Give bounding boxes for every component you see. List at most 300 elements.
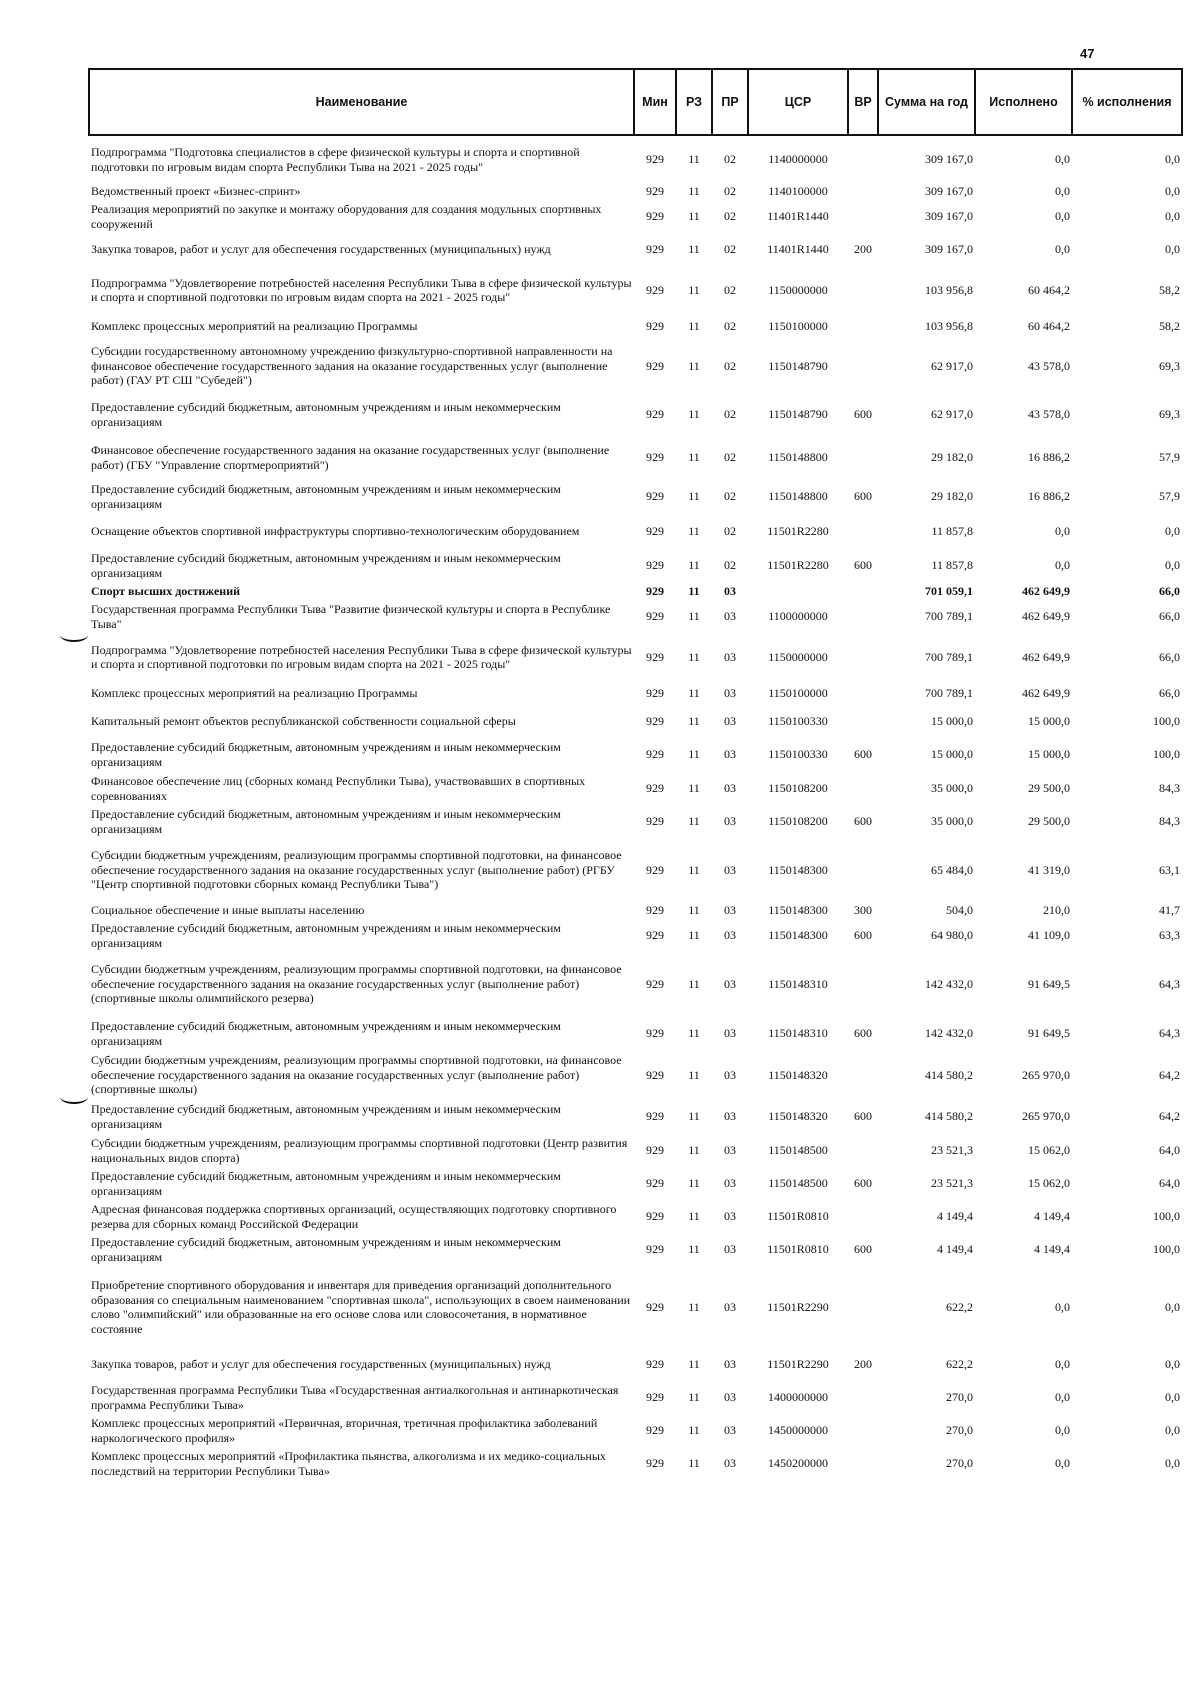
row-rz: 11 bbox=[688, 282, 700, 297]
row-sum: 142 432,0 bbox=[925, 1026, 973, 1041]
row-pr: 03 bbox=[724, 649, 736, 664]
row-rz: 11 bbox=[688, 781, 700, 796]
row-sum: 15 000,0 bbox=[931, 747, 973, 762]
row-done: 15 000,0 bbox=[1028, 747, 1070, 762]
row-name: Предоставление субсидий бюджетным, автономным учреждениям и иным некоммерческим организациям bbox=[91, 1235, 561, 1264]
row-pct: 0,0 bbox=[1165, 242, 1180, 257]
row-rz: 11 bbox=[688, 489, 700, 504]
row-pr: 02 bbox=[724, 358, 736, 373]
row-sum: 142 432,0 bbox=[925, 976, 973, 991]
row-min: 929 bbox=[646, 649, 664, 664]
row-pct: 64,0 bbox=[1159, 1176, 1180, 1191]
row-done: 16 886,2 bbox=[1028, 450, 1070, 465]
row-csr: 11501R2280 bbox=[767, 523, 829, 538]
row-done: 41 319,0 bbox=[1028, 862, 1070, 877]
table-row bbox=[89, 200, 1182, 233]
row-pct: 0,0 bbox=[1165, 152, 1180, 167]
row-pr: 03 bbox=[724, 714, 736, 729]
row-rz: 11 bbox=[688, 1299, 700, 1314]
row-csr: 1150148300 bbox=[768, 903, 828, 918]
row-pr: 03 bbox=[724, 1299, 736, 1314]
table-row bbox=[89, 393, 1182, 436]
row-name: Подпрограмма "Подготовка специалистов в сфере физической культуры и спорта и спортивной подготовки по игровым видам спорта Республики Тыва на 2021 - 2025 годы" bbox=[91, 145, 580, 174]
row-min: 929 bbox=[646, 781, 664, 796]
row-pr: 02 bbox=[724, 152, 736, 167]
row-vr bbox=[848, 314, 878, 339]
col-header-name: Наименование bbox=[89, 69, 634, 135]
row-sum: 23 521,3 bbox=[931, 1143, 973, 1158]
row-pct: 41,7 bbox=[1159, 903, 1180, 918]
row-vr bbox=[848, 681, 878, 706]
row-pr: 03 bbox=[724, 1456, 736, 1471]
row-sum: 309 167,0 bbox=[925, 152, 973, 167]
row-csr: 1150000000 bbox=[768, 282, 828, 297]
row-csr: 11501R0810 bbox=[767, 1242, 829, 1257]
row-name: Реализация мероприятий по закупке и монтажу оборудования для создания модульных спортивных сооружений bbox=[91, 202, 602, 231]
col-header-pct: % исполнения bbox=[1072, 69, 1182, 135]
row-name: Субсидии бюджетным учреждениям, реализующим программы спортивной подготовки (Центр развития национальных видов спорта) bbox=[91, 1136, 628, 1165]
row-pct: 63,1 bbox=[1159, 862, 1180, 877]
row-csr: 1150108200 bbox=[768, 814, 828, 829]
table-row bbox=[89, 583, 1182, 600]
row-pr: 03 bbox=[724, 1176, 736, 1191]
row-done: 0,0 bbox=[1055, 1357, 1070, 1372]
row-min: 929 bbox=[646, 209, 664, 224]
row-pr: 03 bbox=[724, 814, 736, 829]
row-name: Закупка товаров, работ и услуг для обеспечения государственных (муниципальных) нужд bbox=[91, 1357, 551, 1372]
table-row bbox=[89, 314, 1182, 339]
row-min: 929 bbox=[646, 358, 664, 373]
row-min: 929 bbox=[646, 407, 664, 422]
row-csr: 1150108200 bbox=[768, 781, 828, 796]
row-pct: 0,0 bbox=[1165, 184, 1180, 199]
row-vr bbox=[848, 772, 878, 805]
row-csr: 1150100000 bbox=[768, 319, 828, 334]
row-done: 0,0 bbox=[1055, 1299, 1070, 1314]
row-name: Комплекс процессных мероприятий на реализацию Программы bbox=[91, 686, 418, 701]
row-min: 929 bbox=[646, 489, 664, 504]
table-row bbox=[89, 772, 1182, 805]
row-rz: 11 bbox=[688, 1209, 700, 1224]
row-sum: 504,0 bbox=[946, 903, 973, 918]
row-sum: 4 149,4 bbox=[937, 1242, 973, 1257]
row-sum: 11 857,8 bbox=[931, 558, 973, 573]
row-pr: 03 bbox=[724, 1242, 736, 1257]
table-row bbox=[89, 514, 1182, 548]
row-rz: 11 bbox=[688, 649, 700, 664]
row-name: Государственная программа Республики Тыва "Развитие физической культуры и спорта в Республике Тыва" bbox=[91, 602, 611, 631]
col-header-min: Мин bbox=[634, 69, 676, 135]
row-rz: 11 bbox=[688, 584, 700, 599]
row-name: Финансовое обеспечение государственного задания на оказание государственных услуг (выполнение работ) (ГБУ "Управление спортмероприятий") bbox=[91, 443, 610, 472]
row-min: 929 bbox=[646, 1176, 664, 1191]
row-csr: 1150148800 bbox=[768, 489, 828, 504]
row-pr: 02 bbox=[724, 489, 736, 504]
row-done: 15 000,0 bbox=[1028, 714, 1070, 729]
row-name: Предоставление субсидий бюджетным, автономным учреждениям и иным некоммерческим организациям bbox=[91, 807, 561, 836]
row-pr: 03 bbox=[724, 1026, 736, 1041]
row-done: 462 649,9 bbox=[1022, 686, 1070, 701]
row-name: Предоставление субсидий бюджетным, автономным учреждениям и иным некоммерческим организациям bbox=[91, 400, 561, 429]
row-vr bbox=[848, 266, 878, 314]
row-rz: 11 bbox=[688, 1242, 700, 1257]
row-min: 929 bbox=[646, 1390, 664, 1405]
table-row bbox=[89, 1051, 1182, 1099]
row-vr bbox=[848, 200, 878, 233]
row-pr: 03 bbox=[724, 781, 736, 796]
row-done: 462 649,9 bbox=[1022, 584, 1070, 599]
row-rz: 11 bbox=[688, 1026, 700, 1041]
margin-mark bbox=[60, 628, 88, 642]
row-pr: 03 bbox=[724, 747, 736, 762]
row-sum: 414 580,2 bbox=[925, 1067, 973, 1082]
row-pr: 02 bbox=[724, 523, 736, 538]
row-name: Предоставление субсидий бюджетным, автономным учреждениям и иным некоммерческим организациям bbox=[91, 551, 561, 580]
row-done: 60 464,2 bbox=[1028, 319, 1070, 334]
row-csr: 1150100330 bbox=[768, 714, 828, 729]
row-csr: 1140100000 bbox=[768, 184, 828, 199]
row-pct: 64,2 bbox=[1159, 1067, 1180, 1082]
row-min: 929 bbox=[646, 1299, 664, 1314]
row-pct: 58,2 bbox=[1159, 282, 1180, 297]
row-pct: 64,0 bbox=[1159, 1143, 1180, 1158]
row-name: Предоставление субсидий бюджетным, автономным учреждениям и иным некоммерческим организациям bbox=[91, 921, 561, 950]
row-pr: 03 bbox=[724, 1067, 736, 1082]
row-vr bbox=[848, 183, 878, 200]
row-rz: 11 bbox=[688, 928, 700, 943]
row-name: Адресная финансовая поддержка спортивных организаций, осуществляющих подготовку спортивного резерва для сборных команд Российской Федерации bbox=[91, 1202, 617, 1231]
row-min: 929 bbox=[646, 450, 664, 465]
table-row bbox=[89, 339, 1182, 393]
table-row bbox=[89, 1233, 1182, 1266]
col-header-csr: ЦСР bbox=[748, 69, 848, 135]
row-min: 929 bbox=[646, 1209, 664, 1224]
row-sum: 35 000,0 bbox=[931, 781, 973, 796]
row-vr bbox=[848, 1051, 878, 1099]
row-vr: 600 bbox=[854, 407, 872, 422]
row-pct: 0,0 bbox=[1165, 1299, 1180, 1314]
row-done: 15 062,0 bbox=[1028, 1176, 1070, 1191]
row-pct: 58,2 bbox=[1159, 319, 1180, 334]
table-row bbox=[89, 1414, 1182, 1447]
row-min: 929 bbox=[646, 1143, 664, 1158]
row-done: 4 149,4 bbox=[1034, 1209, 1070, 1224]
row-pct: 0,0 bbox=[1165, 1390, 1180, 1405]
row-done: 91 649,5 bbox=[1028, 976, 1070, 991]
row-sum: 622,2 bbox=[946, 1299, 973, 1314]
row-name: Государственная программа Республики Тыва «Государственная антиалкогольная и антинаркотическая программа Республики Тыва» bbox=[91, 1383, 619, 1412]
row-csr: 11501R2280 bbox=[767, 558, 829, 573]
row-done: 29 500,0 bbox=[1028, 814, 1070, 829]
row-csr bbox=[748, 583, 848, 600]
row-csr: 1150100330 bbox=[768, 747, 828, 762]
row-rz: 11 bbox=[688, 358, 700, 373]
row-min: 929 bbox=[646, 814, 664, 829]
row-sum: 65 484,0 bbox=[931, 862, 973, 877]
row-done: 4 149,4 bbox=[1034, 1242, 1070, 1257]
row-sum: 701 059,1 bbox=[925, 584, 973, 599]
row-vr: 600 bbox=[854, 489, 872, 504]
row-pct: 100,0 bbox=[1153, 747, 1180, 762]
row-vr bbox=[848, 952, 878, 1016]
row-pct: 100,0 bbox=[1153, 1209, 1180, 1224]
row-rz: 11 bbox=[688, 903, 700, 918]
table-row bbox=[89, 1266, 1182, 1348]
row-csr: 1150148790 bbox=[768, 407, 828, 422]
row-min: 929 bbox=[646, 928, 664, 943]
table-row bbox=[89, 952, 1182, 1016]
row-rz: 11 bbox=[688, 1176, 700, 1191]
row-min: 929 bbox=[646, 686, 664, 701]
row-rz: 11 bbox=[688, 407, 700, 422]
row-pr: 03 bbox=[724, 1390, 736, 1405]
row-vr bbox=[848, 583, 878, 600]
row-csr: 11501R0810 bbox=[767, 1209, 829, 1224]
row-pct: 84,3 bbox=[1159, 781, 1180, 796]
row-sum: 64 980,0 bbox=[931, 928, 973, 943]
row-name: Субсидии бюджетным учреждениям, реализующим программы спортивной подготовки, на финансовое обеспечение государственного задания на оказание государственных услуг (выполнение работ) (спортивные школы) bbox=[91, 1053, 622, 1097]
row-done: 210,0 bbox=[1043, 903, 1070, 918]
row-sum: 103 956,8 bbox=[925, 282, 973, 297]
row-csr: 1150148500 bbox=[768, 1143, 828, 1158]
row-name: Комплекс процессных мероприятий «Первичная, вторичная, третичная профилактика заболеваний наркологического профиля» bbox=[91, 1416, 598, 1445]
row-pr: 02 bbox=[724, 184, 736, 199]
row-rz: 11 bbox=[688, 976, 700, 991]
row-sum: 622,2 bbox=[946, 1357, 973, 1372]
row-name: Закупка товаров, работ и услуг для обеспечения государственных (муниципальных) нужд bbox=[91, 242, 551, 257]
row-name: Предоставление субсидий бюджетным, автономным учреждениям и иным некоммерческим организациям bbox=[91, 482, 561, 511]
row-min: 929 bbox=[646, 1026, 664, 1041]
row-vr: 600 bbox=[854, 747, 872, 762]
row-done: 15 062,0 bbox=[1028, 1143, 1070, 1158]
row-min: 929 bbox=[646, 1357, 664, 1372]
row-done: 43 578,0 bbox=[1028, 358, 1070, 373]
row-pr: 02 bbox=[724, 209, 736, 224]
row-done: 0,0 bbox=[1055, 558, 1070, 573]
row-min: 929 bbox=[646, 584, 664, 599]
row-rz: 11 bbox=[688, 1067, 700, 1082]
row-pct: 0,0 bbox=[1165, 209, 1180, 224]
row-vr bbox=[848, 1134, 878, 1167]
row-pr: 03 bbox=[724, 976, 736, 991]
row-sum: 15 000,0 bbox=[931, 714, 973, 729]
row-csr: 1150148500 bbox=[768, 1176, 828, 1191]
row-csr: 11501R2290 bbox=[767, 1357, 829, 1372]
row-pct: 63,3 bbox=[1159, 928, 1180, 943]
row-name: Субсидии бюджетным учреждениям, реализующим программы спортивной подготовки, на финансовое обеспечение государственного задания на оказание государственных услуг (выполнение работ) (РГБУ "Центр спортивной подготовки сборных команд Республики Тыва") bbox=[91, 848, 622, 892]
row-rz: 11 bbox=[688, 862, 700, 877]
row-name: Предоставление субсидий бюджетным, автономным учреждениям и иным некоммерческим организациям bbox=[91, 1102, 561, 1131]
row-pct: 66,0 bbox=[1159, 649, 1180, 664]
table-row bbox=[89, 902, 1182, 919]
row-rz: 11 bbox=[688, 1390, 700, 1405]
row-min: 929 bbox=[646, 242, 664, 257]
row-min: 929 bbox=[646, 523, 664, 538]
row-min: 929 bbox=[646, 747, 664, 762]
table-row bbox=[89, 266, 1182, 314]
table-row bbox=[89, 737, 1182, 772]
table-row bbox=[89, 1134, 1182, 1167]
row-vr bbox=[848, 706, 878, 737]
row-pr: 02 bbox=[724, 282, 736, 297]
row-done: 265 970,0 bbox=[1022, 1067, 1070, 1082]
row-csr: 11501R2290 bbox=[767, 1299, 829, 1314]
row-name: Капитальный ремонт объектов республиканской собственности социальной сферы bbox=[91, 714, 516, 729]
row-rz: 11 bbox=[688, 450, 700, 465]
row-name: Предоставление субсидий бюджетным, автономным учреждениям и иным некоммерческим организациям bbox=[91, 1169, 561, 1198]
row-pct: 84,3 bbox=[1159, 814, 1180, 829]
row-vr bbox=[848, 514, 878, 548]
row-sum: 700 789,1 bbox=[925, 686, 973, 701]
row-vr bbox=[848, 1447, 878, 1480]
table-row bbox=[89, 633, 1182, 681]
row-done: 0,0 bbox=[1055, 184, 1070, 199]
row-vr: 600 bbox=[854, 558, 872, 573]
row-done: 0,0 bbox=[1055, 242, 1070, 257]
row-pct: 0,0 bbox=[1165, 1423, 1180, 1438]
table-row bbox=[89, 1016, 1182, 1051]
row-rz: 11 bbox=[688, 1109, 700, 1124]
row-done: 43 578,0 bbox=[1028, 407, 1070, 422]
row-rz: 11 bbox=[688, 714, 700, 729]
table-row bbox=[89, 681, 1182, 706]
page-number: 47 bbox=[1080, 46, 1095, 61]
row-sum: 4 149,4 bbox=[937, 1209, 973, 1224]
row-csr: 1450200000 bbox=[768, 1456, 828, 1471]
row-rz: 11 bbox=[688, 1143, 700, 1158]
row-pct: 0,0 bbox=[1165, 1357, 1180, 1372]
row-pr: 02 bbox=[724, 558, 736, 573]
row-pr: 02 bbox=[724, 407, 736, 422]
row-sum: 700 789,1 bbox=[925, 609, 973, 624]
row-name: Комплекс процессных мероприятий на реализацию Программы bbox=[91, 319, 418, 334]
row-min: 929 bbox=[646, 609, 664, 624]
row-pct: 100,0 bbox=[1153, 714, 1180, 729]
col-header-vr: ВР bbox=[848, 69, 878, 135]
row-csr: 1150000000 bbox=[768, 649, 828, 664]
row-min: 929 bbox=[646, 976, 664, 991]
row-vr bbox=[848, 135, 878, 183]
row-done: 16 886,2 bbox=[1028, 489, 1070, 504]
table-row bbox=[89, 706, 1182, 737]
row-csr: 1150148310 bbox=[768, 976, 828, 991]
row-done: 0,0 bbox=[1055, 1390, 1070, 1405]
row-sum: 35 000,0 bbox=[931, 814, 973, 829]
row-min: 929 bbox=[646, 714, 664, 729]
table-row bbox=[89, 1167, 1182, 1200]
row-rz: 11 bbox=[688, 558, 700, 573]
row-name: Спорт высших достижений bbox=[91, 584, 241, 599]
row-name: Подпрограмма "Удовлетворение потребностей населения Республики Тыва в сфере физической культуры и спорта и спортивной подготовки по игровым видам спорта на 2021 - 2025 годы" bbox=[91, 642, 632, 671]
table-row bbox=[89, 479, 1182, 514]
row-sum: 11 857,8 bbox=[931, 523, 973, 538]
row-rz: 11 bbox=[688, 152, 700, 167]
row-pr: 03 bbox=[724, 1357, 736, 1372]
row-done: 0,0 bbox=[1055, 1456, 1070, 1471]
row-sum: 29 182,0 bbox=[931, 489, 973, 504]
row-sum: 309 167,0 bbox=[925, 209, 973, 224]
row-pr: 03 bbox=[724, 1143, 736, 1158]
row-csr: 1150148300 bbox=[768, 928, 828, 943]
row-pr: 03 bbox=[724, 903, 736, 918]
row-csr: 1400000000 bbox=[768, 1390, 828, 1405]
row-done: 29 500,0 bbox=[1028, 781, 1070, 796]
row-pr: 03 bbox=[724, 862, 736, 877]
row-pct: 64,3 bbox=[1159, 1026, 1180, 1041]
row-sum: 62 917,0 bbox=[931, 407, 973, 422]
row-done: 265 970,0 bbox=[1022, 1109, 1070, 1124]
row-vr bbox=[848, 436, 878, 479]
row-sum: 309 167,0 bbox=[925, 184, 973, 199]
row-name: Субсидии бюджетным учреждениям, реализующим программы спортивной подготовки, на финансовое обеспечение государственного задания на оказание государственных услуг (выполнение работ) (спортивные школы олимпийского резерва) bbox=[91, 962, 622, 1006]
row-rz: 11 bbox=[688, 184, 700, 199]
row-name: Оснащение объектов спортивной инфраструктуры спортивно-технологическим оборудованием bbox=[91, 523, 580, 538]
row-vr: 600 bbox=[854, 928, 872, 943]
row-name: Ведомственный проект «Бизнес-спринт» bbox=[91, 184, 301, 199]
col-header-pr: ПР bbox=[712, 69, 748, 135]
row-vr: 200 bbox=[854, 242, 872, 257]
row-sum: 29 182,0 bbox=[931, 450, 973, 465]
row-pr: 03 bbox=[724, 1423, 736, 1438]
row-pr: 02 bbox=[724, 450, 736, 465]
row-csr: 1150148320 bbox=[768, 1109, 828, 1124]
row-done: 0,0 bbox=[1055, 152, 1070, 167]
row-name: Финансовое обеспечение лиц (сборных команд Республики Тыва), участвовавших в спортивных соревнованиях bbox=[91, 774, 586, 803]
table-row bbox=[89, 1348, 1182, 1381]
row-csr: 1150100000 bbox=[768, 686, 828, 701]
row-done: 91 649,5 bbox=[1028, 1026, 1070, 1041]
row-name: Комплекс процессных мероприятий «Профилактика пьянства, алкоголизма и их медико-социальных последствий на территории Республики Тыва» bbox=[91, 1449, 606, 1478]
row-min: 929 bbox=[646, 282, 664, 297]
row-sum: 270,0 bbox=[946, 1456, 973, 1471]
row-pct: 69,3 bbox=[1159, 358, 1180, 373]
row-min: 929 bbox=[646, 184, 664, 199]
row-name: Предоставление субсидий бюджетным, автономным учреждениям и иным некоммерческим организациям bbox=[91, 740, 561, 769]
row-pct: 0,0 bbox=[1165, 1456, 1180, 1471]
row-csr: 1150148300 bbox=[768, 862, 828, 877]
table-row bbox=[89, 600, 1182, 633]
row-min: 929 bbox=[646, 1242, 664, 1257]
row-csr: 1150148790 bbox=[768, 358, 828, 373]
col-header-rz: РЗ bbox=[676, 69, 712, 135]
table-row bbox=[89, 135, 1182, 183]
row-csr: 1140000000 bbox=[768, 152, 828, 167]
row-name: Приобретение спортивного оборудования и инвентаря для приведения организаций дополнительного образования со специальным наименованием "спортивная школа", использующих в своем наименовании слово "олимпийский" или образованные на его основе слова или словосочетания, в нормативное состояние bbox=[91, 1278, 631, 1336]
row-sum: 700 789,1 bbox=[925, 649, 973, 664]
row-pct: 64,2 bbox=[1159, 1109, 1180, 1124]
row-pct: 66,0 bbox=[1159, 686, 1180, 701]
row-pct: 66,0 bbox=[1159, 609, 1180, 624]
row-name: Подпрограмма "Удовлетворение потребностей населения Республики Тыва в сфере физической культуры и спорта и спортивной подготовки по игровым видам спорта на 2021 - 2025 годы" bbox=[91, 275, 632, 304]
row-vr bbox=[848, 339, 878, 393]
row-pct: 64,3 bbox=[1159, 976, 1180, 991]
row-done: 462 649,9 bbox=[1022, 609, 1070, 624]
row-sum: 23 521,3 bbox=[931, 1176, 973, 1191]
row-rz: 11 bbox=[688, 1423, 700, 1438]
row-csr: 1450000000 bbox=[768, 1423, 828, 1438]
table-row bbox=[89, 548, 1182, 583]
row-vr bbox=[848, 1414, 878, 1447]
row-pct: 0,0 bbox=[1165, 558, 1180, 573]
row-csr: 11401R1440 bbox=[767, 209, 829, 224]
row-min: 929 bbox=[646, 152, 664, 167]
row-pct: 100,0 bbox=[1153, 1242, 1180, 1257]
row-rz: 11 bbox=[688, 319, 700, 334]
row-min: 929 bbox=[646, 319, 664, 334]
row-vr bbox=[848, 633, 878, 681]
margin-mark bbox=[60, 1090, 88, 1104]
row-vr: 600 bbox=[854, 814, 872, 829]
